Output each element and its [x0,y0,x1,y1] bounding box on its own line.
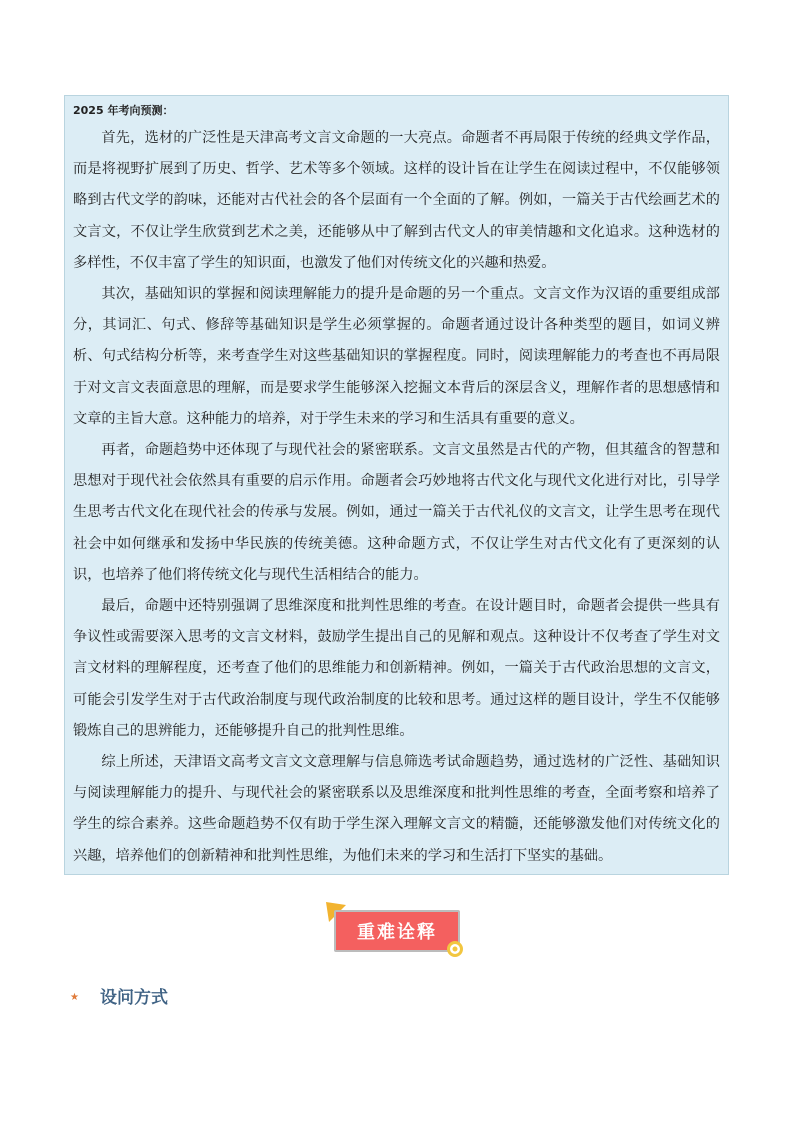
prediction-paragraph-4: 最后，命题中还特别强调了思维深度和批判性思维的考查。在设计题目时，命题者会提供一些具有争议性或需要深入思考的文言文材料，鼓励学生提出自己的见解和观点。这种设计不仅考查了学生对文言文材料的理解程度，还考查了他们的思维能力和创新精神。例如，一篇关于古代政治思想的文言文，可能会引发学生对于古代政治制度与现代政治制度的比较和思考。通过这样的题目设计，学生不仅能够锻炼自己的思辨能力，还能够提升自己的批判性思维。 [73,598,720,739]
banner-card [334,910,460,952]
star-icon: ★ [70,992,79,1003]
prediction-paragraph-1: 首先，选材的广泛性是天津高考文言文命题的一大亮点。命题者不再局限于传统的经典文学作品，而是将视野扩展到了历史、哲学、艺术等多个领域。这样的设计旨在让学生在阅读过程中，不仅能够领略到古代文学的韵味，还能对古代社会的各个层面有一个全面的了解。例如，一篇关于古代绘画艺术的文言文，不仅让学生欣赏到艺术之美，还能够从中了解到古代文人的审美情趣和文化追求。这种选材的多样性，不仅丰富了学生的知识面，也激发了他们对传统文化的兴趣和热爱。 [73,130,720,271]
subsection-title: 设问方式 [100,988,168,1008]
banner-label: 重难诠释 [357,922,437,943]
key-points-banner [324,902,466,960]
prediction-paragraph-5: 综上所述，天津语文高考文言文文意理解与信息筛选考试命题趋势，通过选材的广泛性、基础知识与阅读理解能力的提升、与现代社会的紧密联系以及思维深度和批判性思维的考查，全面考察和培养了学生的综合素养。这些命题趋势不仅有助于学生深入理解文言文的精髓，还能够激发他们对传统文化的兴趣，培养他们的创新精神和批判性思维，为他们未来的学习和生活打下坚实的基础。 [73,754,720,864]
prediction-paragraph-3: 再者，命题趋势中还体现了与现代社会的紧密联系。文言文虽然是古代的产物，但其蕴含的智慧和思想对于现代社会依然具有重要的启示作用。命题者会巧妙地将古代文化与现代文化进行对比，引导学生思考古代文化在现代社会的传承与发展。例如，通过一篇关于古代礼仪的文言文，让学生思考在现代社会中如何继承和发扬中华民族的传统美德。这种命题方式，不仅让学生对古代文化有了更深刻的认识，也培养了他们将传统文化与现代生活相结合的能力。 [73,442,720,583]
ring-icon [446,940,464,958]
prediction-paragraph-2: 其次，基础知识的掌握和阅读理解能力的提升是命题的另一个重点。文言文作为汉语的重要组成部分，其词汇、句式、修辞等基础知识是学生必须掌握的。命题者通过设计各种类型的题目，如词义辨析、句式结构分析等，来考查学生对这些基础知识的掌握程度。同时，阅读理解能力的考查也不再局限于对文言文表面意思的理解，而是要求学生能够深入挖掘文本背后的深层含义，理解作者的思想感情和文章的主旨大意。这种能力的培养，对于学生未来的学习和生活具有重要的意义。 [73,286,720,427]
prediction-heading: 2025 年考向预测： [73,104,174,117]
exam-prediction-box [64,95,729,875]
subsection-heading [70,984,168,1012]
